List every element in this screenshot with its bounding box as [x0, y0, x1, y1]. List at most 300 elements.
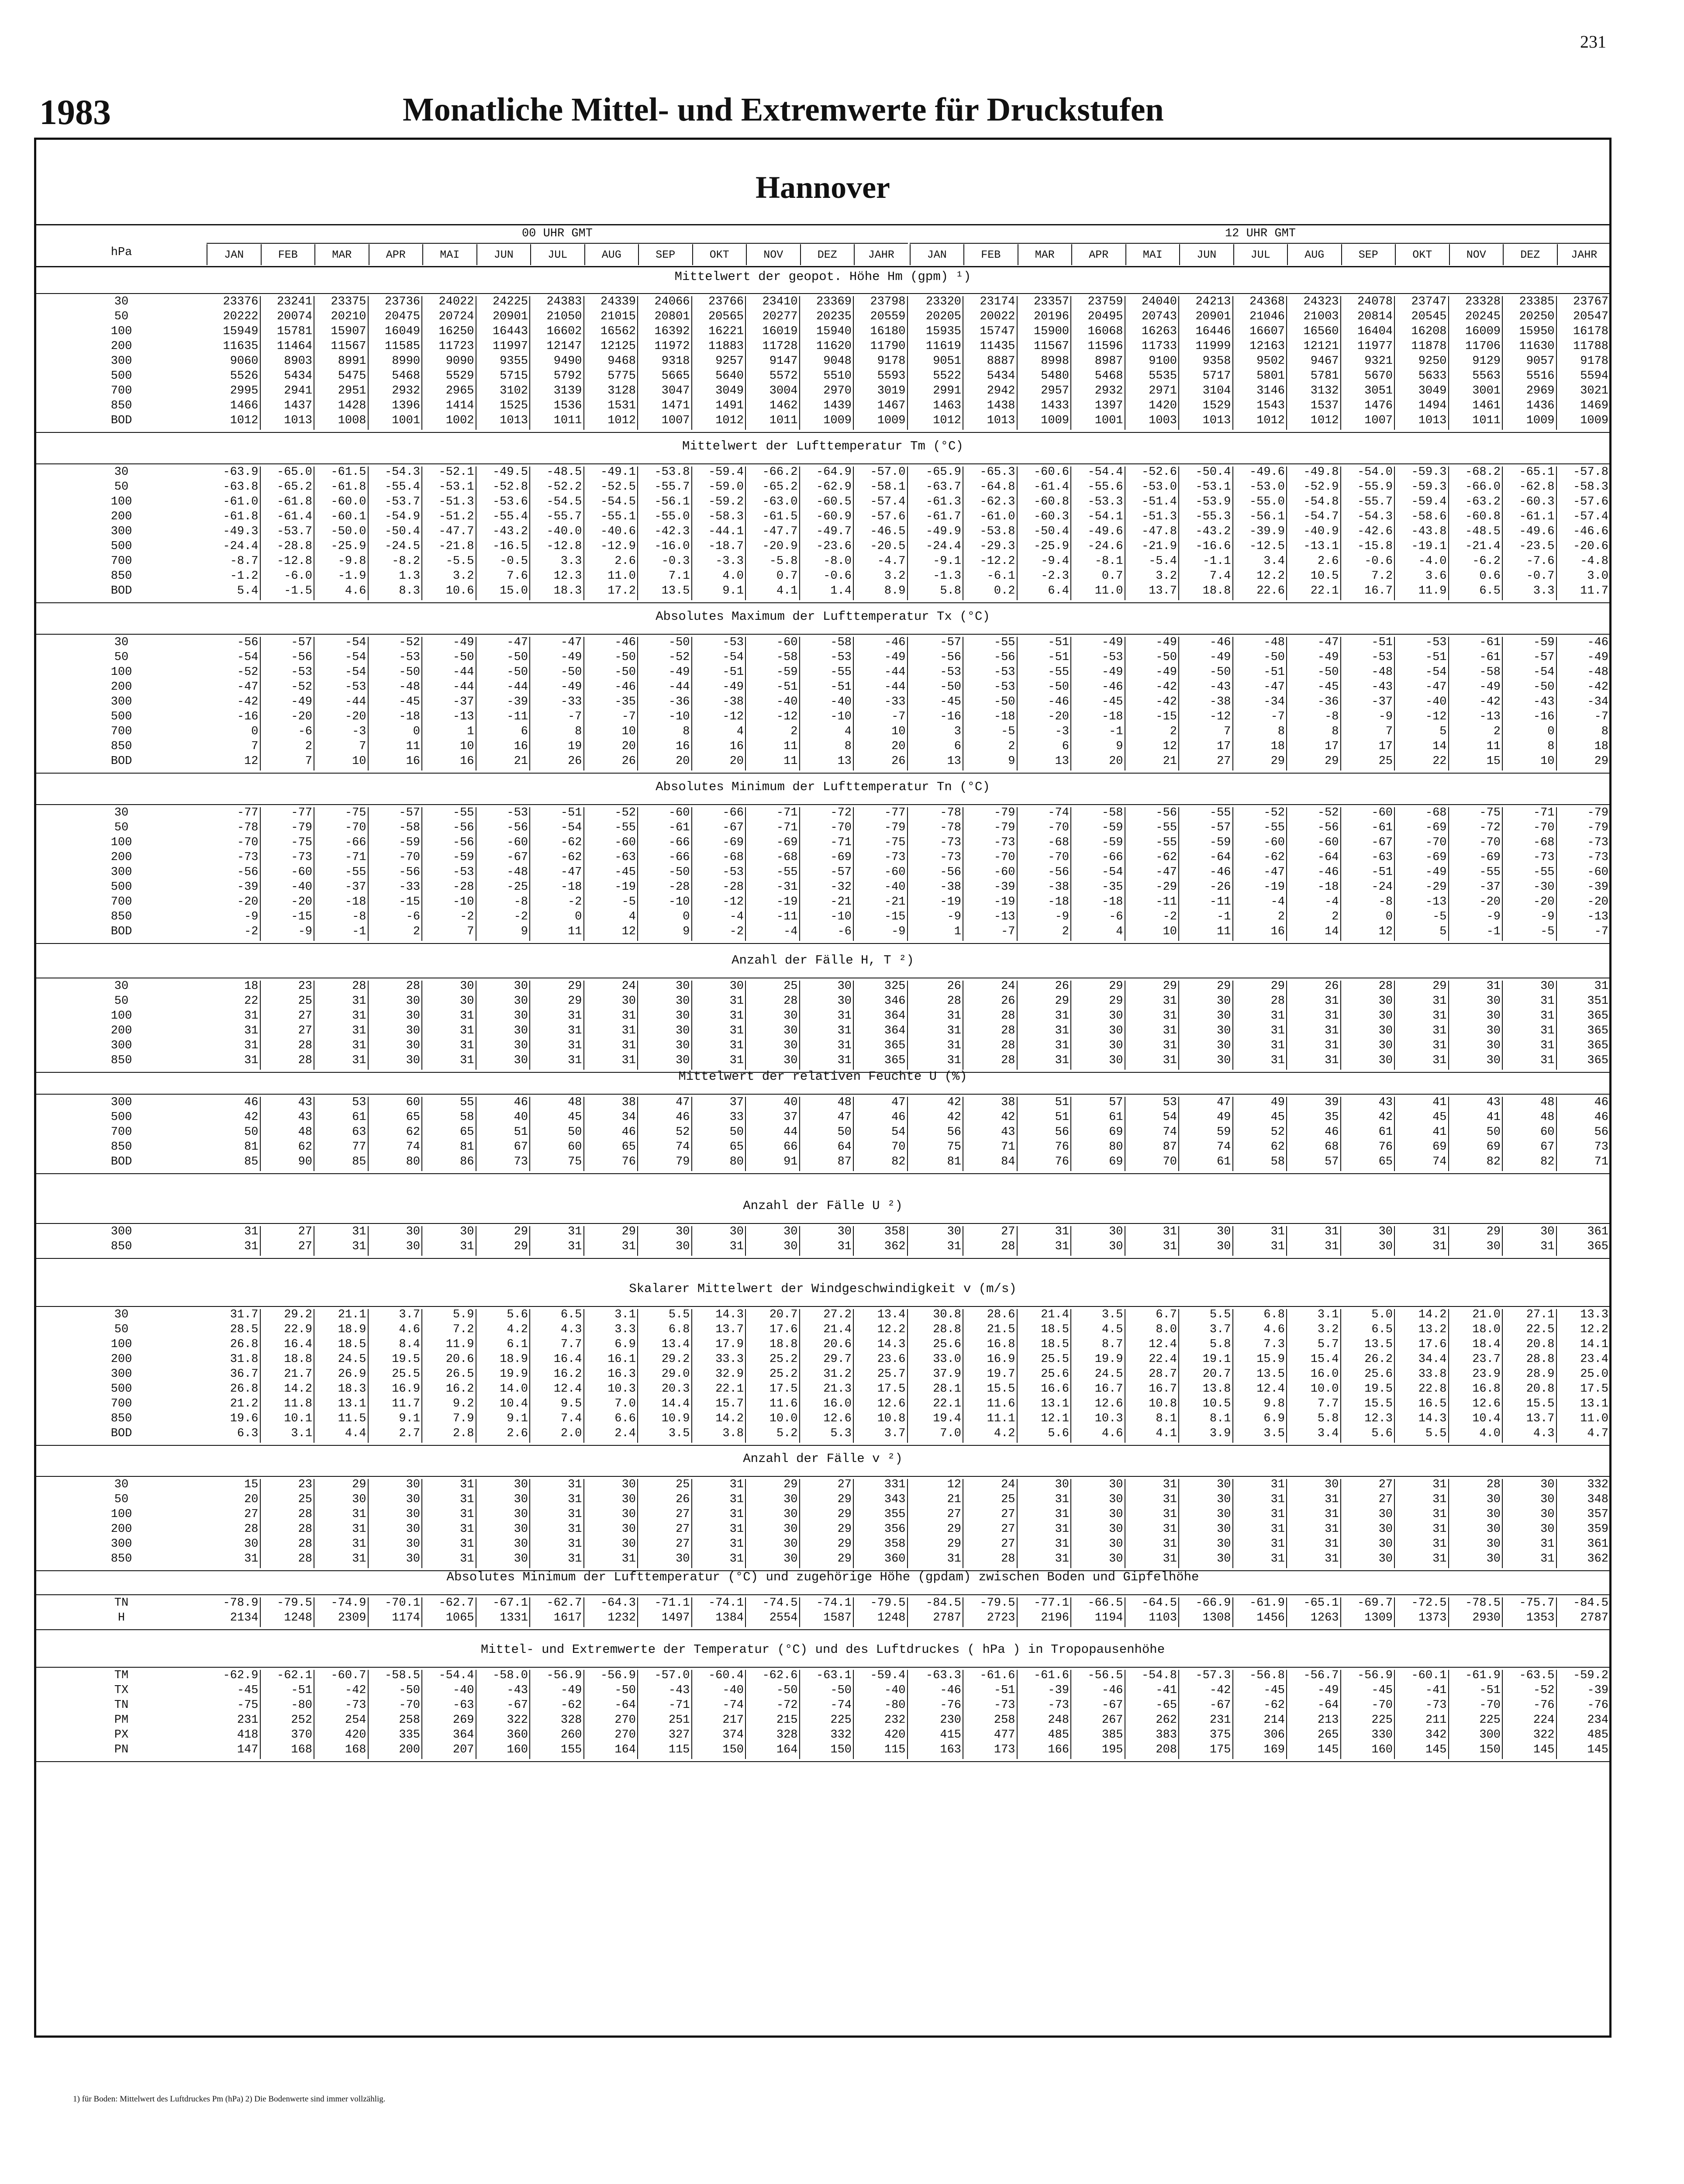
- table-cell: 34.4: [1395, 1354, 1449, 1368]
- table-cell: 30: [1449, 1055, 1503, 1070]
- row-label: 850: [110, 740, 132, 753]
- table-cell: 10.8: [854, 1413, 908, 1428]
- month-header-jahr-12: JAHR: [1557, 244, 1611, 265]
- table-cell: 20495: [1071, 311, 1125, 326]
- table-cell: -55.7: [638, 481, 692, 496]
- table-cell: 74: [369, 1141, 423, 1156]
- table-cell: 269: [422, 1714, 476, 1729]
- table-cell: -62.8: [1503, 481, 1557, 496]
- table-cell: -52: [1233, 807, 1287, 822]
- table-cell: 0: [530, 911, 584, 926]
- table-cell: 30: [1341, 1553, 1395, 1568]
- table-cell: 16: [476, 741, 531, 756]
- table-cell: 22.1: [1287, 585, 1341, 600]
- table-cell: 4.6: [1233, 1324, 1287, 1339]
- table-cell: 164: [584, 1744, 638, 1759]
- table-cell: 1002: [422, 415, 476, 430]
- table-cell: 24: [963, 1479, 1018, 1494]
- table-cell: 27: [963, 1509, 1018, 1524]
- table-cell: 30: [746, 1226, 800, 1241]
- table-cell: 17: [1287, 741, 1341, 756]
- table-cell: 29: [530, 995, 584, 1010]
- row-label: 100: [110, 495, 132, 508]
- table-cell: -51: [1018, 652, 1072, 667]
- table-cell: 20250: [1503, 311, 1557, 326]
- table-cell: -30: [1503, 881, 1557, 896]
- table-cell: -73: [207, 852, 261, 867]
- table-cell: 6.5: [530, 1309, 584, 1324]
- table-cell: 254: [314, 1714, 369, 1729]
- table-cell: 31: [1233, 1494, 1287, 1509]
- table-cell: 61: [1179, 1156, 1233, 1171]
- table-cell: 30: [1179, 1538, 1233, 1553]
- table-cell: 27.2: [800, 1309, 854, 1324]
- table-cell: -42.6: [1341, 526, 1395, 541]
- table-cell: 30: [584, 1538, 638, 1553]
- table-cell: 31: [1125, 1010, 1180, 1025]
- table-cell: 2941: [261, 385, 315, 400]
- table-cell: 10.6: [422, 585, 476, 600]
- table-cell: 3049: [1395, 385, 1449, 400]
- table-cell: 28: [261, 1055, 315, 1070]
- table-cell: -6: [261, 726, 315, 741]
- table-cell: 31: [1018, 1524, 1072, 1538]
- table-cell: -49: [1071, 667, 1125, 681]
- table-cell: -57.4: [854, 496, 908, 511]
- table-cell: 11635: [207, 341, 261, 356]
- table-cell: 31: [422, 1010, 476, 1025]
- table-cell: 12121: [1287, 341, 1341, 356]
- table-cell: 3.1: [1287, 1309, 1341, 1324]
- table-cell: 23.9: [1449, 1368, 1503, 1383]
- table-cell: 42: [910, 1112, 964, 1127]
- table-cell: 3.5: [638, 1428, 692, 1443]
- table-cell: 31: [1287, 1494, 1341, 1509]
- table-cell: -49.6: [1233, 467, 1287, 481]
- table-cell: -60.7: [314, 1670, 369, 1685]
- table-cell: 9090: [422, 356, 476, 370]
- table-cell: -6: [800, 926, 854, 941]
- month-header-mai-00: MAI: [422, 244, 476, 265]
- table-cell: 30: [1449, 1538, 1503, 1553]
- table-cell: 10.8: [1125, 1398, 1180, 1413]
- table-cell: -55.4: [369, 481, 423, 496]
- table-cell: 5.6: [1341, 1428, 1395, 1443]
- table-cell: 13.1: [1018, 1398, 1072, 1413]
- table-cell: 2: [1449, 726, 1503, 741]
- table-cell: 1013: [476, 415, 531, 430]
- table-cell: 12.3: [530, 570, 584, 585]
- table-cell: 10: [584, 726, 638, 741]
- table-cell: -43: [1503, 696, 1557, 711]
- table-cell: -61.6: [963, 1670, 1018, 1685]
- table-cell: -49: [1125, 637, 1180, 652]
- month-header-mar-00: MAR: [314, 244, 369, 265]
- table-cell: 2.0: [530, 1428, 584, 1443]
- table-cell: -50: [584, 652, 638, 667]
- table-cell: 6.9: [1233, 1413, 1287, 1428]
- table-cell: 31: [692, 1538, 746, 1553]
- table-cell: 2: [1125, 726, 1180, 741]
- table-cell: -59.3: [1395, 481, 1449, 496]
- table-cell: 31: [530, 1494, 584, 1509]
- table-cell: 22: [1395, 756, 1449, 771]
- table-cell: -54.4: [1071, 467, 1125, 481]
- table-cell: 1248: [261, 1612, 315, 1627]
- table-cell: 33.3: [692, 1354, 746, 1368]
- table-cell: -50: [584, 1685, 638, 1700]
- table-cell: -50: [369, 1685, 423, 1700]
- table-cell: 30: [476, 995, 531, 1010]
- table-cell: -50: [1179, 667, 1233, 681]
- table-cell: -73: [963, 837, 1018, 852]
- table-cell: -16.6: [1179, 541, 1233, 556]
- table-cell: 13.5: [1341, 1339, 1395, 1354]
- table-cell: -7: [530, 711, 584, 726]
- row-label: 850: [110, 1240, 132, 1253]
- table-cell: 10: [1503, 756, 1557, 771]
- table-cell: -50: [422, 652, 476, 667]
- table-cell: -67: [1071, 1700, 1125, 1714]
- table-cell: -62.9: [207, 1670, 261, 1685]
- table-cell: -5: [1395, 911, 1449, 926]
- table-cell: 214: [1233, 1714, 1287, 1729]
- table-cell: -84.5: [910, 1597, 964, 1612]
- table-cell: 25.6: [1018, 1368, 1072, 1383]
- table-cell: -9: [1018, 911, 1072, 926]
- table-cell: 27: [207, 1509, 261, 1524]
- table-cell: -67: [692, 822, 746, 837]
- table-cell: -59.4: [692, 467, 746, 481]
- table-cell: -66: [638, 837, 692, 852]
- table-cell: -73: [1395, 1700, 1449, 1714]
- table-cell: 31: [1233, 1524, 1287, 1538]
- table-cell: 30: [1449, 1040, 1503, 1055]
- table-cell: 22.8: [1395, 1383, 1449, 1398]
- table-cell: 30: [1503, 1509, 1557, 1524]
- table-cell: 5.6: [1018, 1428, 1072, 1443]
- table-cell: 348: [1557, 1494, 1611, 1509]
- table-cell: 31: [1395, 1538, 1449, 1553]
- table-cell: 5670: [1341, 370, 1395, 385]
- table-cell: 31.2: [800, 1368, 854, 1383]
- table-cell: 28: [1233, 995, 1287, 1010]
- table-cell: -53: [1071, 652, 1125, 667]
- table-cell: -47: [476, 637, 531, 652]
- table-cell: -60.1: [314, 511, 369, 526]
- table-cell: -36: [638, 696, 692, 711]
- table-cell: 20205: [910, 311, 964, 326]
- table-cell: 24323: [1287, 296, 1341, 311]
- table-cell: 365: [1557, 1010, 1611, 1025]
- table-cell: -49.8: [1287, 467, 1341, 481]
- table-cell: 32.9: [692, 1368, 746, 1383]
- table-cell: 11788: [1557, 341, 1611, 356]
- table-cell: 5.9: [422, 1309, 476, 1324]
- table-cell: 49: [1233, 1097, 1287, 1112]
- table-cell: 9321: [1341, 356, 1395, 370]
- table-cell: 1174: [369, 1612, 423, 1627]
- table-cell: 27: [963, 1226, 1018, 1241]
- table-cell: 7.0: [584, 1398, 638, 1413]
- table-cell: -62.3: [963, 496, 1018, 511]
- table-cell: -2: [207, 926, 261, 941]
- table-cell: 23320: [910, 296, 964, 311]
- table-cell: -7: [1557, 711, 1611, 726]
- table-cell: 10.9: [638, 1413, 692, 1428]
- table-cell: 31: [1125, 1524, 1180, 1538]
- table-cell: 30: [1503, 981, 1557, 995]
- table-cell: 7.9: [422, 1413, 476, 1428]
- table-cell: -63.1: [800, 1670, 854, 1685]
- table-cell: 26.2: [1341, 1354, 1395, 1368]
- table-cell: -80: [854, 1700, 908, 1714]
- table-cell: 195: [1071, 1744, 1125, 1759]
- table-cell: -1.2: [207, 570, 261, 585]
- table-cell: 30: [1179, 995, 1233, 1010]
- table-cell: 3.3: [584, 1324, 638, 1339]
- row-label: BOD: [110, 414, 132, 427]
- table-cell: -59: [746, 667, 800, 681]
- table-cell: 27: [910, 1509, 964, 1524]
- table-cell: 31: [422, 1479, 476, 1494]
- table-cell: 18.8: [746, 1339, 800, 1354]
- table-cell: 2309: [314, 1612, 369, 1627]
- table-cell: 20.7: [746, 1309, 800, 1324]
- table-cell: -40.0: [530, 526, 584, 541]
- table-cell: 63: [314, 1127, 369, 1141]
- row-label: TM: [114, 1669, 129, 1682]
- table-cell: 8: [638, 726, 692, 741]
- table-cell: 30: [1071, 1479, 1125, 1494]
- table-cell: 4: [692, 726, 746, 741]
- table-cell: -61.7: [910, 511, 964, 526]
- table-cell: -55.7: [530, 511, 584, 526]
- table-cell: 9: [476, 926, 531, 941]
- row-label: H: [117, 1611, 125, 1624]
- table-cell: 30: [1449, 1025, 1503, 1040]
- row-label: 850: [110, 570, 132, 583]
- table-cell: -55: [1233, 822, 1287, 837]
- table-cell: 30: [476, 1553, 531, 1568]
- table-cell: 15950: [1503, 326, 1557, 341]
- table-cell: -73: [910, 852, 964, 867]
- table-cell: 23.6: [854, 1354, 908, 1368]
- table-cell: 5480: [1018, 370, 1072, 385]
- table-cell: 2196: [1018, 1612, 1072, 1627]
- table-cell: 20196: [1018, 311, 1072, 326]
- table-cell: 11: [746, 741, 800, 756]
- group-00-title: 00 UHR GMT: [521, 227, 593, 240]
- table-cell: 11999: [1179, 341, 1233, 356]
- table-cell: 2: [746, 726, 800, 741]
- table-cell: 31: [1287, 1010, 1341, 1025]
- table-cell: 30: [369, 1055, 423, 1070]
- table-cell: -37: [1449, 881, 1503, 896]
- table-cell: -58: [1449, 667, 1503, 681]
- table-cell: -54: [1395, 667, 1449, 681]
- table-cell: 11619: [910, 341, 964, 356]
- table-cell: 27: [800, 1479, 854, 1494]
- table-cell: -55: [314, 867, 369, 881]
- table-cell: 25.5: [1018, 1354, 1072, 1368]
- table-cell: -74.5: [746, 1597, 800, 1612]
- table-cell: -57.6: [1557, 496, 1611, 511]
- table-cell: -6: [1071, 911, 1125, 926]
- table-cell: 18.5: [314, 1339, 369, 1354]
- table-cell: -52: [369, 637, 423, 652]
- table-cell: 31: [1287, 1040, 1341, 1055]
- table-cell: 31: [692, 1553, 746, 1568]
- table-cell: -48: [369, 681, 423, 696]
- table-cell: 10.0: [1287, 1383, 1341, 1398]
- table-cell: -56.1: [638, 496, 692, 511]
- table-cell: -55: [584, 822, 638, 837]
- table-cell: 30: [746, 1553, 800, 1568]
- table-cell: -11: [476, 711, 531, 726]
- table-cell: 10.4: [476, 1398, 531, 1413]
- table-cell: 11.0: [584, 570, 638, 585]
- table-cell: 25.5: [369, 1368, 423, 1383]
- table-cell: -60: [1287, 837, 1341, 852]
- table-cell: 29: [476, 1241, 531, 1256]
- table-cell: 31: [1018, 1494, 1072, 1509]
- table-cell: 28: [1449, 1479, 1503, 1494]
- table-cell: 30: [584, 1479, 638, 1494]
- table-cell: 3021: [1557, 385, 1611, 400]
- table-cell: -35: [1071, 881, 1125, 896]
- table-cell: 23375: [314, 296, 369, 311]
- table-cell: -51: [1449, 1685, 1503, 1700]
- table-cell: -50: [476, 652, 531, 667]
- month-header-aug-12: AUG: [1287, 244, 1341, 265]
- table-cell: 328: [530, 1714, 584, 1729]
- table-cell: 9257: [692, 356, 746, 370]
- table-cell: -20: [1449, 896, 1503, 911]
- table-cell: -6.0: [261, 570, 315, 585]
- table-cell: -8: [314, 911, 369, 926]
- table-cell: 21.2: [207, 1398, 261, 1413]
- group-12-title: 12 UHR GMT: [1225, 227, 1296, 240]
- table-cell: -28: [422, 881, 476, 896]
- table-cell: 30: [1503, 1226, 1557, 1241]
- table-cell: 147: [207, 1744, 261, 1759]
- table-cell: 5516: [1503, 370, 1557, 385]
- row-label: 30: [114, 980, 129, 993]
- table-cell: 22.1: [692, 1383, 746, 1398]
- table-cell: -58: [746, 652, 800, 667]
- table-cell: 31: [1287, 1241, 1341, 1256]
- table-cell: -61.0: [207, 496, 261, 511]
- table-cell: -52.6: [1125, 467, 1180, 481]
- table-cell: 27: [1179, 756, 1233, 771]
- section-title: Skalarer Mittelwert der Windgeschwindigkeit v (m/s): [629, 1282, 1017, 1296]
- table-cell: -48: [1233, 637, 1287, 652]
- table-cell: 31: [530, 1524, 584, 1538]
- table-cell: -75: [261, 837, 315, 852]
- row-label: 30: [114, 295, 129, 308]
- table-cell: 115: [854, 1744, 908, 1759]
- table-cell: 1013: [1395, 415, 1449, 430]
- table-cell: 21.4: [800, 1324, 854, 1339]
- table-cell: 30: [746, 1494, 800, 1509]
- table-cell: 11723: [422, 341, 476, 356]
- table-cell: 20901: [476, 311, 531, 326]
- table-cell: 18.4: [1449, 1339, 1503, 1354]
- table-cell: -5.8: [746, 556, 800, 570]
- table-cell: -7: [1233, 711, 1287, 726]
- table-cell: -53: [422, 867, 476, 881]
- table-cell: 22.6: [1233, 585, 1287, 600]
- table-cell: 342: [1395, 1729, 1449, 1744]
- table-cell: 48: [1503, 1097, 1557, 1112]
- table-cell: 10: [854, 726, 908, 741]
- table-cell: 6.9: [584, 1339, 638, 1354]
- table-cell: -51: [1395, 652, 1449, 667]
- table-cell: 16009: [1449, 326, 1503, 341]
- table-cell: 31: [1125, 1494, 1180, 1509]
- table-cell: -60.3: [1018, 511, 1072, 526]
- table-cell: 16443: [476, 326, 531, 341]
- table-cell: 50: [1449, 1127, 1503, 1141]
- table-cell: 5.8: [1179, 1339, 1233, 1354]
- table-cell: 73: [1557, 1141, 1611, 1156]
- table-cell: 31: [422, 1524, 476, 1538]
- table-cell: 31: [530, 1241, 584, 1256]
- table-cell: 0: [1503, 726, 1557, 741]
- table-cell: -12.8: [261, 556, 315, 570]
- table-cell: 15907: [314, 326, 369, 341]
- table-cell: -45: [369, 696, 423, 711]
- table-cell: -71: [1503, 807, 1557, 822]
- table-cell: 1103: [1125, 1612, 1180, 1627]
- table-cell: 11.0: [1557, 1413, 1611, 1428]
- table-cell: -44: [854, 681, 908, 696]
- table-cell: 9060: [207, 356, 261, 370]
- table-cell: 27: [638, 1509, 692, 1524]
- month-header-dez-12: DEZ: [1503, 244, 1557, 265]
- table-cell: -50: [910, 681, 964, 696]
- table-cell: 10.1: [261, 1413, 315, 1428]
- row-label: TN: [114, 1699, 129, 1712]
- table-cell: 53: [1125, 1097, 1180, 1112]
- table-cell: 31: [1557, 981, 1611, 995]
- table-cell: 31: [314, 1040, 369, 1055]
- table-cell: 8.1: [1179, 1413, 1233, 1428]
- table-cell: 29: [584, 1226, 638, 1241]
- table-cell: 31: [207, 1010, 261, 1025]
- table-cell: -63.7: [910, 481, 964, 496]
- table-cell: -65.2: [746, 481, 800, 496]
- table-cell: 1009: [854, 415, 908, 430]
- table-cell: -12.2: [963, 556, 1018, 570]
- table-cell: -79.5: [854, 1597, 908, 1612]
- row-label: 700: [110, 1126, 132, 1139]
- table-cell: 364: [854, 1010, 908, 1025]
- row-label: 50: [114, 1323, 129, 1336]
- table-cell: 25: [638, 1479, 692, 1494]
- table-cell: 9129: [1449, 356, 1503, 370]
- table-cell: 2.4: [584, 1428, 638, 1443]
- table-cell: -56: [422, 837, 476, 852]
- table-cell: 30: [746, 1538, 800, 1553]
- table-cell: -43: [1341, 681, 1395, 696]
- group-12-rule: [910, 243, 1611, 244]
- table-cell: -56: [476, 822, 531, 837]
- table-cell: 30: [476, 1040, 531, 1055]
- table-cell: -76: [1557, 1700, 1611, 1714]
- row-label: 300: [110, 1225, 132, 1238]
